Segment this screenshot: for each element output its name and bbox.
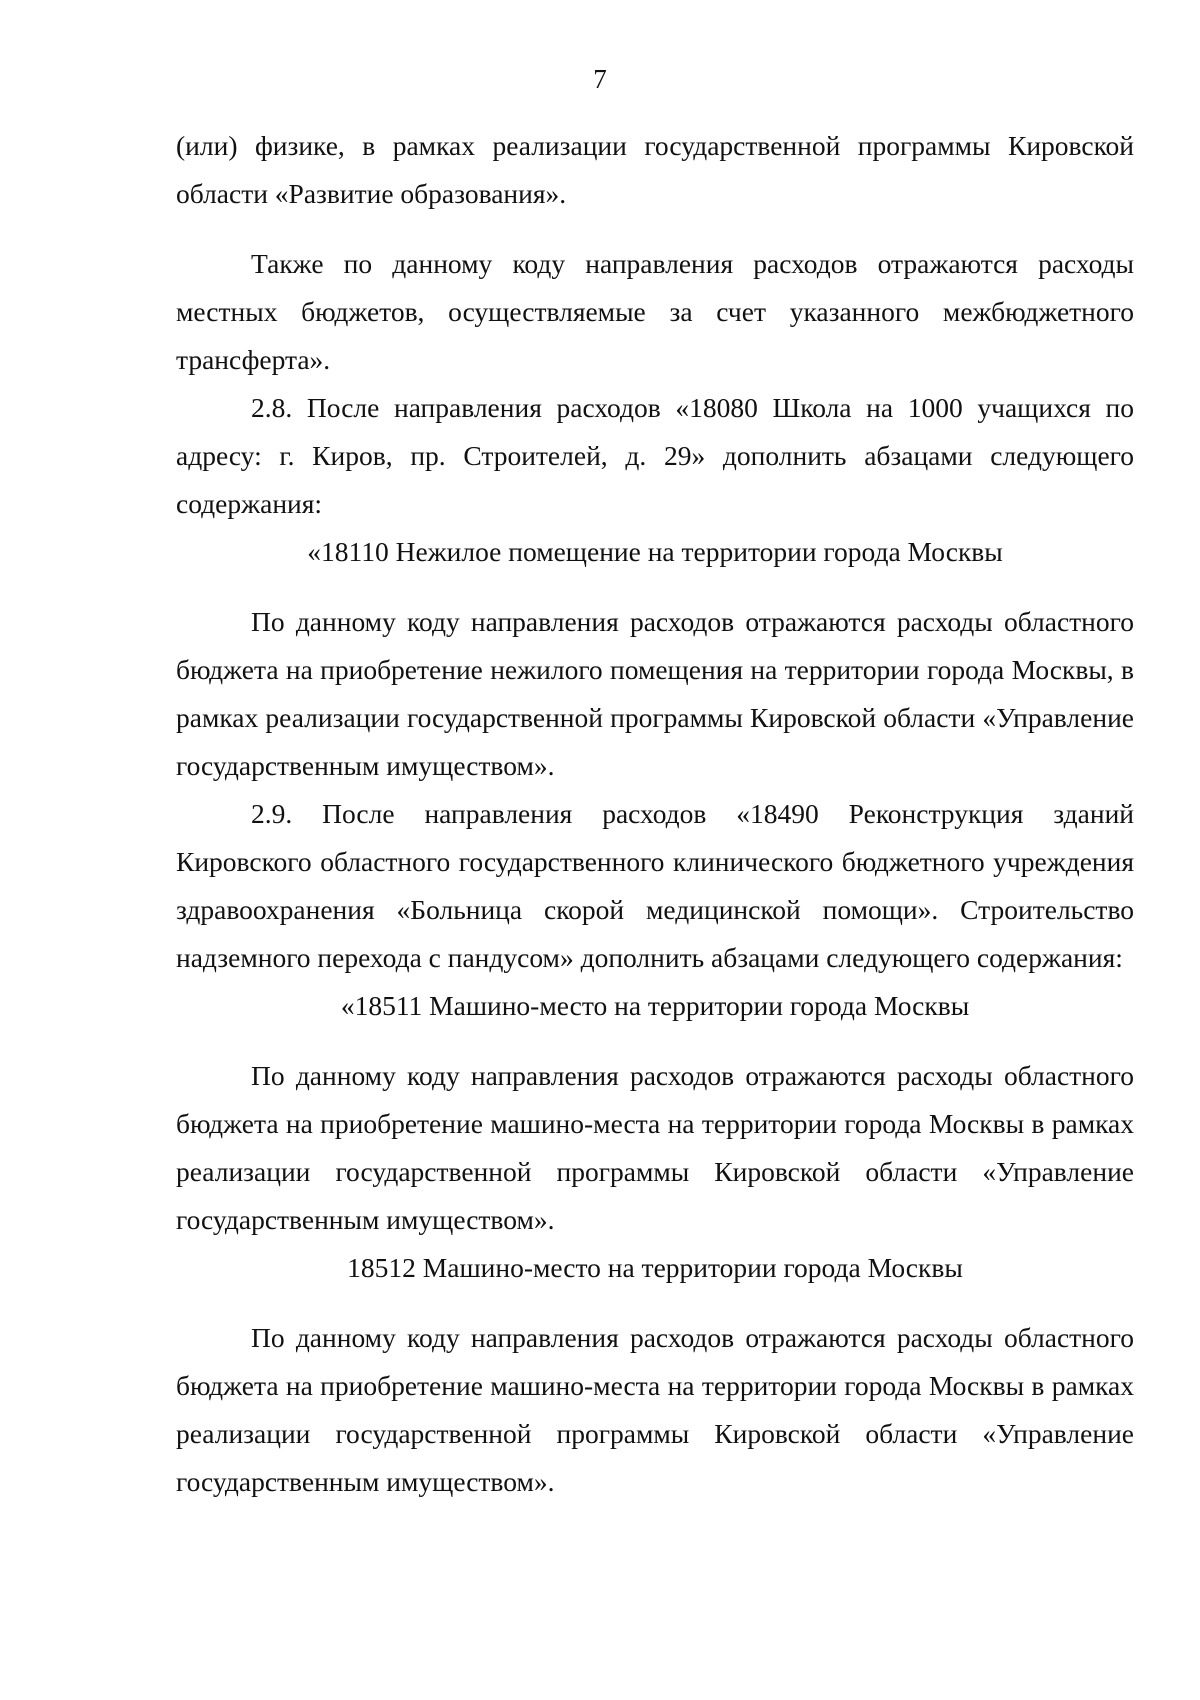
heading-code-18110: «18110 Нежилое помещение на территории города Москвы bbox=[307, 536, 1003, 567]
paragraph-item-2-9: 2.9. После направления расходов «18490 Реконструкция зданий Кировского областного государственного клинического бюджетного учреждения здравоохранения «Больница скорой медицинской помощи». Строительство надземного перехода с пандусом» дополнить абзацами следующего содержания: bbox=[176, 798, 1134, 973]
paragraph-item-2-8: 2.8. После направления расходов «18080 Школа на 1000 учащихся по адресу: г. Киров, пр. Строителей, д. 29» дополнить абзацами следующего содержания: bbox=[176, 392, 1134, 519]
document-body bbox=[176, 122, 1134, 1506]
heading-code-18511: «18511 Машино-место на территории города Москвы bbox=[340, 990, 970, 1021]
paragraph-code-18512-description: По данному коду направления расходов отражаются расходы областного бюджета на приобретение машино-места на территории города Москвы в рамках реализации государственной программы Кировской области «Управление государственным имуществом». bbox=[176, 1322, 1134, 1497]
paragraph-code-18511-description: По данному коду направления расходов отражаются расходы областного бюджета на приобретение машино-места на территории города Москвы в рамках реализации государственной программы Кировской области «Управление государственным имуществом». bbox=[176, 1060, 1134, 1235]
page-number: 7 bbox=[593, 64, 607, 94]
heading-code-18512: 18512 Машино-место на территории города Москвы bbox=[347, 1252, 963, 1283]
paragraph-continuation: (или) физике, в рамках реализации государственной программы Кировской области «Развитие образования». bbox=[176, 130, 1134, 209]
paragraph-local-budgets: Также по данному коду направления расходов отражаются расходы местных бюджетов, осуществляемые за счет указанного межбюджетного трансферта». bbox=[176, 248, 1134, 375]
paragraph-code-18110-description: По данному коду направления расходов отражаются расходы областного бюджета на приобретение нежилого помещения на территории города Москвы, в рамках реализации государственной программы Кировской области «Управление государственным имуществом». bbox=[176, 606, 1134, 781]
